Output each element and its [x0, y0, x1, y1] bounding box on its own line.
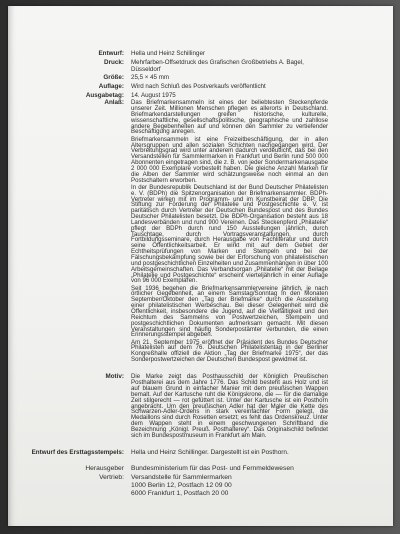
motif-label: Motiv:	[105, 373, 124, 381]
design-label: Entwurf:	[98, 50, 124, 57]
issue-date-row	[10, 92, 328, 99]
edition-label: Auflage:	[98, 83, 124, 91]
print-label: Druck:	[104, 58, 124, 66]
publisher-label: Herausgeber	[85, 465, 124, 473]
occasion-paragraph: In der Bundesrepublik Deutschland ist der Bund Deutscher Philatelisten e. V. (BDPh) die Spitzenorganisation der Briefmarkensammler. BDPh-Vertreter wirken mit im Programm- und im Kunstbeirat der DBP. Die Stiftung zur Förderung der Philatelie und Postgeschichte e. V. ist paritätisch durch Vertreter der Deutschen Bundespost und des Bundes Deutscher Philatelisten besetzt. Die BDPh-Organisation besteht aus 18 Landesverbänden und rund 900 Vereinen. Das Steckenpferd „Philatelie“ pflegt der BDPh durch rund 150 Ausstellungen jährlich, durch Tauschtage, durch Vortragsveranstaltungen, durch Fortbildungsseminare, durch Herausgabe von Fachliteratur und durch seine Öffentlichkeitsarbeit. Er wirkt mit auf dem Gebiet der Echtheitsprüfungen von Marken und Stempeln und bei der Fälschungsbekämpfung sowie bei der Erforschung von philatelistischen und postgeschichtlichen Einzelheiten und Zusammenhängen in über 100 Arbeitsgemeinschaften. Das Verbandsorgan „Philatelie“ mit der Beilage „Philatelie und Postgeschichte“ erscheint vierteljährlich in einer Auflage von 96 000 Exemplaren.	[131, 183, 328, 285]
occasion-paragraph: Das Briefmarkensammeln ist eines der beliebtesten Steckenpferde unserer Zeit. Millionen Menschen pflegen es allerorts in Deutschland. Briefmarkendarstellungen greifen historische, kulturelle, wissenschaftliche, gesellschaftspolitische, geographische und zahllose andere Begebenheiten auf und können den Sammler zu vertiefender Beschäftigung anregen.	[131, 99, 328, 136]
publisher-labels	[10, 465, 124, 482]
address-berlin: 1000 Berlin 12, Postfach 12 09 00	[131, 481, 232, 489]
occasion-paragraph: Briefmarkensammeln ist eine Freizeitbeschäftigung, der in allen Altersgruppen und allen sozialen Schichten nachgegangen wird. Der Verbreitungsgrad wird unter anderem dadurch verdeutlicht, daß bei den Versandstellen für Sammlermarken in Frankfurt und Berlin rund 500 000 Abonnenten eingetragen sind, die z. B. von jeder Sondermarkenausgabe 2 000 000 Exemplare vorbestellt haben. Die gleiche Anzahl Marken für die Alben der Sammler wird schätzungsweise noch einmal an den Postschaltern erworben.	[131, 135, 328, 184]
design-row	[10, 50, 328, 57]
occasion-row	[10, 100, 328, 364]
print-value: Mehrfarben-Offsetdruck des Grafischen Großbetriebs A. Bagel, Düsseldorf	[131, 58, 304, 73]
cancel-design-label: Entwurf des Ersttagsstempels:	[31, 449, 124, 457]
occasion-paragraph: Seit 1936 begehen die Briefmarkensammlervereine jährlich, je nach örtlicher Gegebenheit, an einem Samstag/Sonntag in den Monaten September/Oktober den „Tag der Briefmarke“ durch die Ausstellung einer philatelistischen Werbeschau. Bei dieser Gelegenheit wird die Öffentlichkeit, insbesondere die Jugend, auf die Vielfältigkeit und den Reichtum des Sammelns von Postwertzeichen, Stempeln und postgeschichtlichen Dokumenten aufmerksam gemacht. Mit diesen Veranstaltungen sind häufig Sonderpostämter verbunden, die einen Erinnerungsstempel abgeben.	[131, 284, 328, 339]
publisher-address	[131, 465, 328, 498]
occasion-text	[131, 100, 328, 364]
edition-value: Wird nach Schluß des Postverkaufs veröffentlicht	[131, 83, 266, 91]
motif-paragraph: Die Marke zeigt das Posthausschild der Königlich Preußischen Posthalterei aus dem Jahre 1776. Das Schild besteht aus Holz und ist auf blauem Grund in einfacher Manier mit dem preußischen Wappen bemalt. Auf der Kartusche ruht die Königskrone, die — für die damalige Zeit stilgerecht — rot gefüttert ist. Unter der Kartusche ist ein Posthorn angebracht. Um den preußischen Adler hat der Maler die Kette des Schwarzen-Adler-Ordens in stark vereinfachter Form gelegt, die Medaillons sind durch Rosetten ersetzt; es fehlt das Ordenskreuz. Unter dem Wappen steht in einem geschwungenen Schriftband die Bezeichnung „Königl. Preuß. Posthalterey“. Das Originalschild befindet sich im Bundespostmuseum in Frankfurt am Main.	[131, 373, 328, 439]
size-label: Größe:	[103, 74, 124, 82]
edition-row	[10, 83, 328, 90]
size-value: 25,5 × 45 mm	[131, 74, 170, 82]
print-row	[10, 59, 328, 74]
occasion-paragraph: Am 21. September 1975 eröffnet der Präsident des Bundes Deutscher Philatelisten auf dem 76. Deutschen Philatelistentag in der Berliner Kongreßhalle offiziell die Aktion „Tag der Briefmarke 1975“, der das Sonderpostwertzeichen der Deutschen Bundespost gewidmet ist.	[131, 338, 328, 364]
cancel-design-row	[10, 449, 328, 456]
issue-date-label: Ausgabetag:	[85, 91, 124, 99]
publisher-name: Bundesministerium für das Post- und Fernmeldewesen	[131, 465, 294, 473]
issue-date-value: 14. August 1975	[131, 91, 176, 99]
occasion-label: Anlaß:	[104, 99, 124, 107]
document-content	[10, 50, 328, 499]
publisher-block	[10, 465, 328, 498]
cancel-design-value: Hella und Heinz Schillinger. Dargestellt ist ein Posthorn.	[131, 449, 289, 457]
address-frankfurt: 6000 Frankfurt 1, Postfach 20 00	[131, 490, 229, 498]
design-value: Hella und Heinz Schillinger	[131, 50, 205, 57]
motif-row	[10, 374, 328, 440]
distribution-label: Vertrieb:	[99, 473, 124, 481]
motif-text	[131, 374, 328, 440]
size-row	[10, 74, 328, 81]
distribution-office: Versandstelle für Sammlermarken	[131, 473, 232, 481]
